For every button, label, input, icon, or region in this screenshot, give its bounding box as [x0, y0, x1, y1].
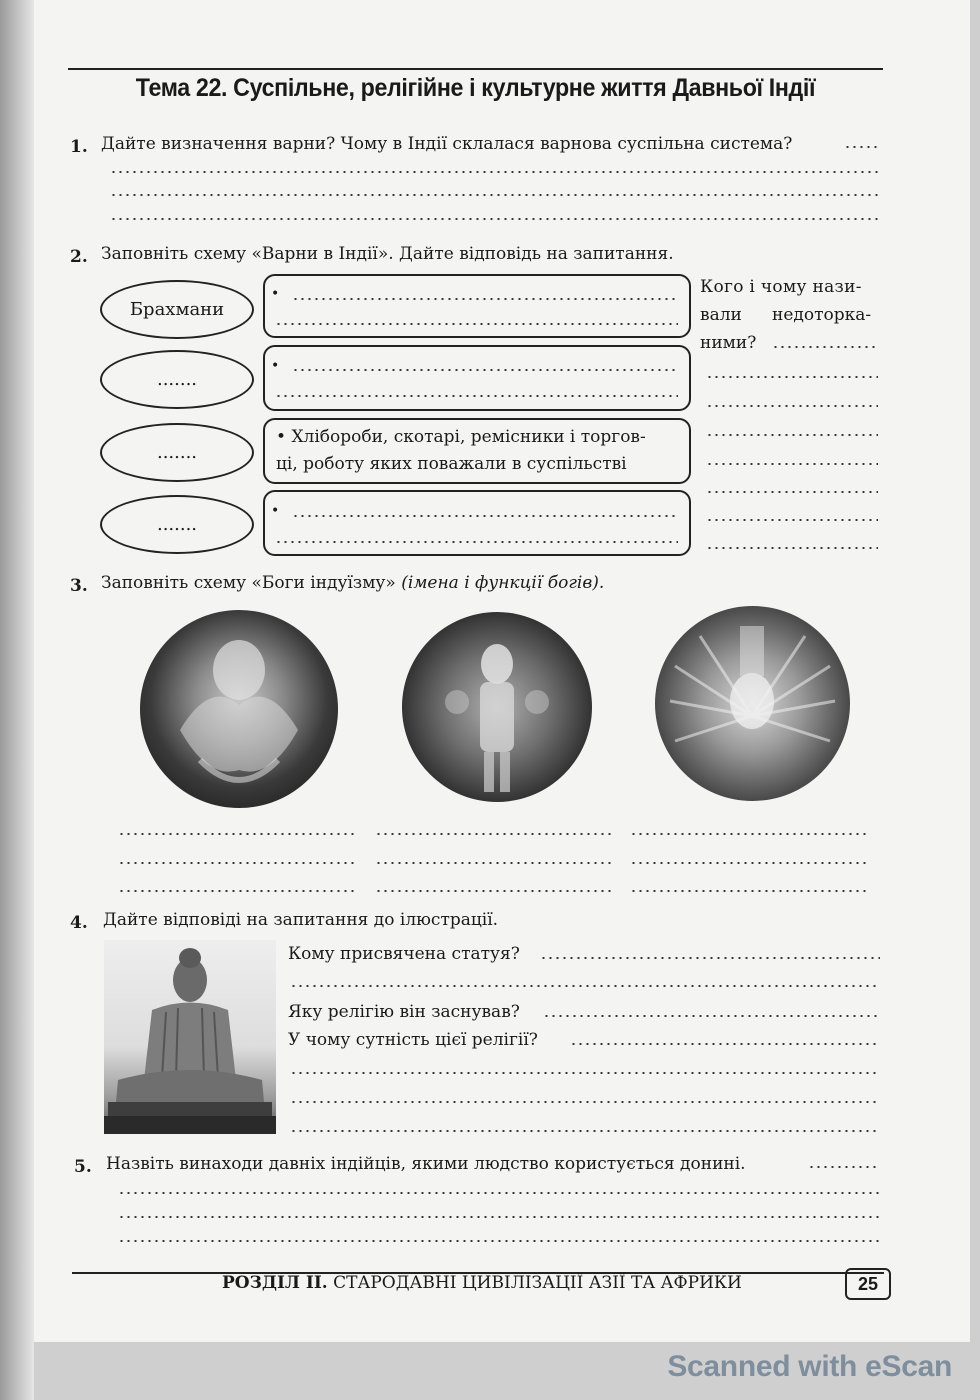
- untouchables-question-line-3: ними?: [700, 333, 757, 353]
- question-4-text: Дайте відповіді на запитання до ілюстрації.: [103, 910, 499, 930]
- untouchables-question-line-2a: вали: [700, 305, 742, 325]
- vishnu-statue-photo: [402, 612, 592, 802]
- title-rule: [68, 68, 883, 70]
- answer-line[interactable]: [375, 833, 611, 835]
- answer-line[interactable]: [275, 541, 678, 543]
- answer-line[interactable]: [290, 1072, 880, 1074]
- page-number: 25: [845, 1268, 891, 1300]
- answer-line[interactable]: [290, 1101, 880, 1103]
- thousand-armed-deity-photo: [655, 606, 850, 801]
- answer-line[interactable]: [292, 298, 678, 300]
- answer-line[interactable]: [630, 833, 870, 835]
- question-1-number: 1.: [70, 137, 88, 157]
- answer-line[interactable]: [290, 1130, 880, 1132]
- question-2-number: 2.: [70, 247, 88, 267]
- answer-line[interactable]: [292, 369, 678, 371]
- shiva-statue-photo: [140, 610, 338, 808]
- question-4-number: 4.: [70, 913, 88, 933]
- answer-line[interactable]: [118, 1216, 880, 1218]
- question-5-text: Назвіть винаходи давніх індійців, якими людство користується донині.: [106, 1154, 746, 1174]
- vaishyas-description: • Хлібороби, скотарі, ремісники і торгов- ці, роботу яких поважали в суспільстві: [276, 427, 646, 474]
- religion-question: Яку релігію він заснував?: [288, 1002, 520, 1022]
- untouchables-question-line-1: Кого і чому нази-: [700, 277, 862, 297]
- answer-line[interactable]: [844, 146, 878, 148]
- answer-line[interactable]: [706, 376, 878, 378]
- answer-line[interactable]: [118, 833, 354, 835]
- bullet: •: [271, 286, 280, 302]
- answer-line[interactable]: [543, 1015, 880, 1017]
- answer-line[interactable]: [118, 1192, 880, 1194]
- answer-line[interactable]: [118, 890, 354, 892]
- answer-line[interactable]: [110, 218, 878, 220]
- answer-line[interactable]: [110, 194, 878, 196]
- answer-line[interactable]: [706, 491, 878, 493]
- answer-line[interactable]: [630, 862, 870, 864]
- answer-line[interactable]: [540, 957, 880, 959]
- scanner-watermark: Scanned with eScan: [667, 1350, 952, 1383]
- scan-shadow-edge: [0, 0, 34, 1400]
- answer-line[interactable]: [118, 1240, 880, 1242]
- answer-line[interactable]: [706, 463, 878, 465]
- page-title: Тема 22. Суспільне, релігійне і культурне життя Давньої Індії: [135, 74, 816, 102]
- varna-description-box: [263, 490, 691, 556]
- bullet: •: [271, 358, 280, 374]
- question-2-text: Заповніть схему «Варни в Індії». Дайте відповідь на запитання.: [101, 244, 674, 264]
- varna-oval-brahmins: Брахмани: [100, 280, 254, 339]
- varna-description-box: [263, 345, 691, 411]
- answer-line[interactable]: [706, 547, 878, 549]
- section-footer: РОЗДІЛ ІІ. СТАРОДАВНІ ЦИВІЛІЗАЦІЇ АЗІЇ ТА АФРИКИ: [222, 1273, 742, 1293]
- answer-line[interactable]: [292, 515, 678, 517]
- varna-description-box: [263, 274, 691, 338]
- answer-line[interactable]: [706, 519, 878, 521]
- answer-line[interactable]: [706, 405, 878, 407]
- varna-oval-blank[interactable]: .......: [100, 423, 254, 482]
- answer-line[interactable]: [110, 171, 878, 173]
- varna-oval-blank[interactable]: .......: [100, 350, 254, 409]
- answer-line[interactable]: [375, 890, 611, 892]
- answer-line[interactable]: [706, 434, 878, 436]
- answer-line[interactable]: [630, 890, 870, 892]
- answer-line[interactable]: [118, 862, 354, 864]
- question-3-text: Заповніть схему «Боги індуїзму» (імена і функції богів).: [101, 573, 605, 593]
- bullet: •: [271, 503, 280, 519]
- answer-line[interactable]: [275, 395, 678, 397]
- answer-line[interactable]: [808, 1166, 880, 1168]
- question-5-number: 5.: [74, 1157, 92, 1177]
- untouchables-question-line-2b: недоторка-: [772, 305, 872, 325]
- answer-line[interactable]: [375, 862, 611, 864]
- question-3-number: 3.: [70, 576, 88, 596]
- statue-question: Кому присвячена статуя?: [288, 944, 520, 964]
- answer-line[interactable]: [275, 323, 678, 325]
- answer-line[interactable]: [772, 346, 878, 348]
- religion-essence-question: У чому сутність цієї релігії?: [288, 1030, 538, 1050]
- question-1-text: Дайте визначення варни? Чому в Індії склалася варнова суспільна система?: [101, 134, 793, 154]
- answer-line[interactable]: [290, 985, 880, 987]
- varna-oval-blank[interactable]: .......: [100, 495, 254, 554]
- answer-line[interactable]: [570, 1043, 880, 1045]
- buddha-statue-photo: [104, 940, 276, 1134]
